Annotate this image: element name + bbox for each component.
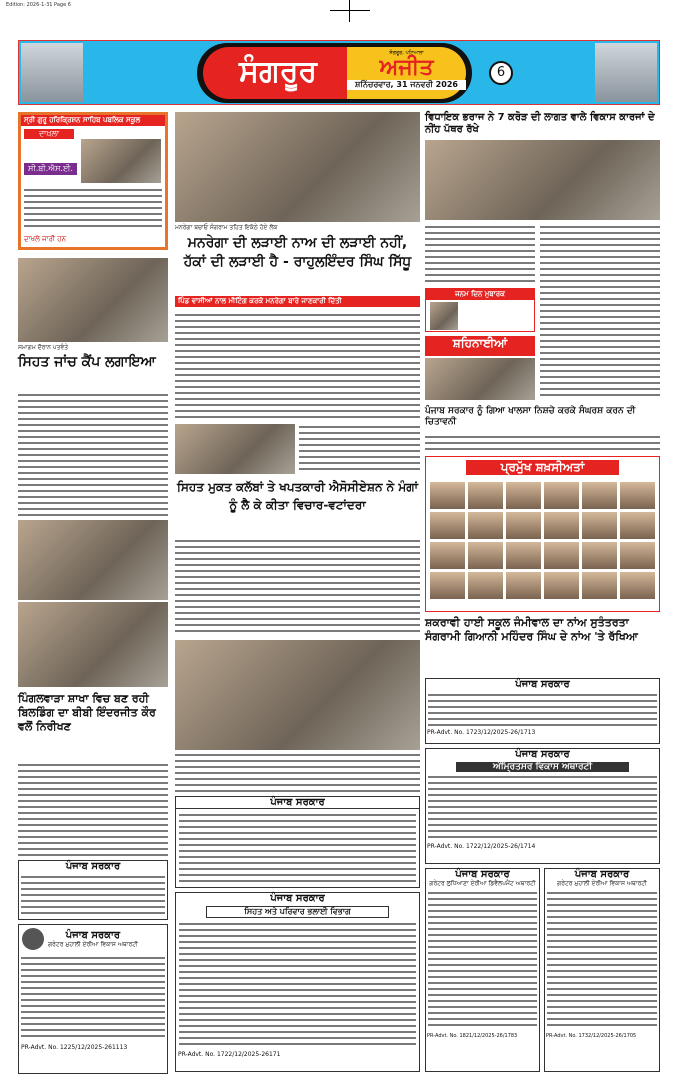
gmada-logo-icon — [22, 928, 44, 950]
news-photo — [18, 258, 168, 342]
crop-mark — [349, 0, 350, 22]
ad-photo — [81, 139, 161, 183]
ad-note: ਦਾਖਲੇ ਜਾਰੀ ਹਨ — [24, 235, 66, 243]
headline: ਸਿਹਤ ਜਾਂਚ ਕੈਂਪ ਲਗਾਇਆ — [18, 354, 156, 370]
article-body — [175, 752, 420, 792]
ad-body — [428, 890, 537, 1030]
ad-reference: PR-Advt. No. 1821/12/2025-26/1783 — [427, 1033, 518, 1039]
headline: ਪੰਜਾਬ ਸਰਕਾਰ ਨੂੰ ਗਿਆ ਖਾਲਸਾ ਨਿਸ਼ਚੇ ਕਰਕੇ ਸੰਘਰਸ਼ ਕਰਨ ਦੀ ਚਿਤਾਵਨੀ — [425, 406, 636, 427]
govt-ad — [175, 892, 420, 1072]
headline: ਸਿਹਤ ਮੁਕਤ ਕਲੱਬਾਂ ਤੇ ਖਪਤਕਾਰੀ ਐਸੋਸੀਏਸ਼ਨ ਨੇ ਮੰਗਾਂ ਨੂੰ ਲੈ ਕੇ ਕੀਤਾ ਵਿਚਾਰ-ਵਟਾਂਦਰਾ — [177, 480, 418, 512]
ad-reference: PR-Advt. No. 1723/12/2025-26/1713 — [427, 729, 536, 736]
govt-ad — [18, 924, 168, 1074]
article-body — [18, 392, 168, 516]
edition-label: ਸੰਗਰੂਰ, ਪਟਿਆਲਾ — [389, 50, 424, 56]
ad-badge: ਦਾਖ਼ਲਾ — [24, 129, 74, 139]
article-body — [425, 224, 535, 284]
right-column — [425, 112, 660, 1072]
article-body — [299, 424, 420, 474]
ad-title: ਪੰਜਾਬ ਸਰਕਾਰ — [65, 861, 121, 872]
article-body — [175, 312, 420, 420]
news-photo — [175, 112, 420, 222]
govt-ad — [425, 748, 660, 864]
ad-body — [547, 890, 657, 1030]
article-body — [425, 434, 660, 452]
ad-title: ਪੰਜਾਬ ਸਰਕਾਰ — [65, 929, 121, 941]
center-column — [175, 112, 420, 1072]
news-photo — [18, 602, 168, 687]
news-photo — [175, 640, 420, 750]
subheadline: ਪਿੰਡ ਵਾਸੀਆਂ ਨਾਲ ਮੀਟਿੰਗ ਕਰਕੇ ਮਨਰੇਗਾ ਬਾਰੇ ਜਾਣਕਾਰੀ ਦਿੱਤੀ — [175, 296, 420, 307]
ad-title: ਪੰਜਾਬ ਸਰਕਾਰ — [515, 679, 570, 690]
headline: ਪਿੰਗਲਵਾੜਾ ਸ਼ਾਖਾ ਵਿਚ ਬਣ ਰਹੀ ਬਿਲਡਿੰਗ ਦਾ ਬੀਬੀ ਇੰਦਰਜੀਤ ਕੌਰ ਵਲੋਂ ਨਿਰੀਖਣ — [18, 692, 156, 733]
ad-reference: PR-Advt. No. 1722/12/2025-26171 — [178, 1051, 281, 1058]
article-body — [175, 538, 420, 636]
city-name: ਸੰਗਰੂਰ — [203, 47, 353, 99]
left-column — [18, 112, 168, 1072]
govt-ad — [18, 860, 168, 920]
news-photo — [18, 520, 168, 600]
govt-ad — [544, 868, 660, 1072]
birthday-label: ਜਨਮ ਦਿਨ ਮੁਬਾਰਕ — [426, 289, 534, 300]
news-photo — [425, 140, 660, 220]
govt-ad — [175, 796, 420, 888]
masthead-photo-right — [595, 43, 657, 102]
ad-title: ਪੰਜਾਬ ਸਰਕਾਰ — [176, 797, 419, 809]
ad-body — [179, 921, 416, 1046]
govt-ad — [425, 678, 660, 744]
ad-title: ਪੰਜਾਬ ਸਰਕਾਰ — [515, 749, 570, 760]
ad-subtitle: ਗਰੇਟਰ ਮੁਹਾਲੀ ਏਰੀਆ ਵਿਕਾਸ ਅਥਾਰਟੀ — [557, 880, 647, 887]
wedding-photo — [425, 358, 535, 400]
section-title: ਪ੍ਰਮੁੱਖ ਸ਼ਖ਼ਸੀਅਤਾਂ — [466, 460, 619, 475]
news-photo — [175, 424, 295, 474]
article-body — [18, 762, 168, 856]
ad-subtitle: ਸਿਹਤ ਅਤੇ ਪਰਿਵਾਰ ਭਲਾਈ ਵਿਭਾਗ — [206, 906, 389, 918]
article-body — [540, 224, 660, 400]
birthday-box — [425, 288, 535, 332]
issue-date: ਸ਼ਨਿੱਚਰਵਾਰ, 31 ਜਨਵਰੀ 2026 — [347, 80, 466, 90]
school-ad — [18, 112, 168, 250]
ad-body — [428, 774, 657, 840]
ad-body — [24, 187, 162, 227]
wedding-label: ਸ਼ਹਿਨਾਈਆਂ — [425, 336, 535, 356]
headline: ਮਨਰੇਗਾ ਦੀ ਲੜਾਈ ਨਾਅ ਦੀ ਲੜਾਈ ਨਹੀਂ, ਹੱਕਾਂ ਦੀ ਲੜਾਈ ਹੈ - ਰਾਹੁਲਇੰਦਰ ਸਿੰਘ ਸਿੱਧੂ — [183, 235, 412, 270]
ad-reference: PR-Advt. No. 1722/12/2025-26/1714 — [427, 843, 536, 850]
photo-caption: ਸਮਾਗਮ ਦੌਰਾਨ ਪਤਵੰਤੇ — [18, 344, 69, 351]
ad-title: ਸ੍ਰੀ ਗੁਰੂ ਹਰਿਕ੍ਰਿਸ਼ਨ ਸਾਹਿਬ ਪਬਲਿਕ ਸਕੂਲ — [21, 115, 165, 126]
masthead-logo — [197, 43, 472, 103]
masthead-photo-left — [21, 43, 83, 102]
personalities-grid — [426, 478, 659, 603]
birthday-photo — [430, 302, 458, 330]
ad-body — [428, 692, 657, 726]
ad-subtitle: ਗਰੇਟਰ ਲੁਧਿਆਣਾ ਏਰੀਆ ਡਿਵੈਲਪਮੈਂਟ ਅਥਾਰਟੀ — [429, 880, 536, 887]
personalities-box — [425, 456, 660, 612]
ad-body — [21, 955, 165, 1040]
photo-caption: ਮਨਰੇਗਾ ਬਚਾਓ ਸੰਗਰਾਮ ਤਹਿਤ ਇਕੱਠੇ ਹੋਏ ਲੋਕ — [175, 224, 278, 231]
ad-subtitle: ਗਰੇਟਰ ਮੁਹਾਲੀ ਏਰੀਆ ਵਿਕਾਸ ਅਥਾਰਟੀ — [48, 940, 138, 948]
headline: ਵਿਧਾਇਕ ਭਰਾਜ ਨੇ 7 ਕਰੋੜ ਦੀ ਲਾਗਤ ਵਾਲੇ ਵਿਕਾਸ ਕਾਰਜਾਂ ਦੇ ਨੀਂਹ ਪੱਥਰ ਰੱਖੇ — [425, 112, 655, 135]
page-number: 6 — [489, 61, 513, 85]
ad-title: ਪੰਜਾਬ ਸਰਕਾਰ — [455, 869, 510, 880]
ad-reference: PR-Advt. No. 1225/12/2025-261113 — [21, 1044, 128, 1051]
crop-mark — [330, 10, 370, 11]
ad-title: ਪੰਜਾਬ ਸਰਕਾਰ — [270, 893, 325, 904]
ad-subtitle: ਅੰਮ੍ਰਿਤਸਰ ਵਿਕਾਸ ਅਥਾਰਟੀ — [456, 762, 629, 772]
headline: ਸ਼ਕਰਾਵੀ ਹਾਈ ਸਕੂਲ ਜੰਮੀਵਾਲ ਦਾ ਨਾਂਅ ਸੁਤੰਤਰਤਾ ਸੰਗਰਾਮੀ ਗਿਆਨੀ ਮਹਿੰਦਰ ਸਿੰਘ ਦੇ ਨਾਂਅ 'ਤੇ ਰੱਖਿਆ — [425, 616, 638, 643]
ad-body — [179, 812, 416, 882]
masthead — [18, 40, 660, 105]
print-slug: Edition: 2026-1-31 Page 6 — [6, 2, 71, 8]
govt-ad — [425, 868, 540, 1072]
ad-body — [21, 874, 165, 914]
ad-reference: PR-Advt. No. 1732/12/2025-26/1705 — [546, 1033, 637, 1039]
ad-sub: ਸੀ.ਬੀ.ਐਸ.ਈ. — [24, 163, 77, 175]
paper-name: ਅਜੀਤ — [379, 55, 434, 80]
ad-title: ਪੰਜਾਬ ਸਰਕਾਰ — [574, 869, 630, 880]
